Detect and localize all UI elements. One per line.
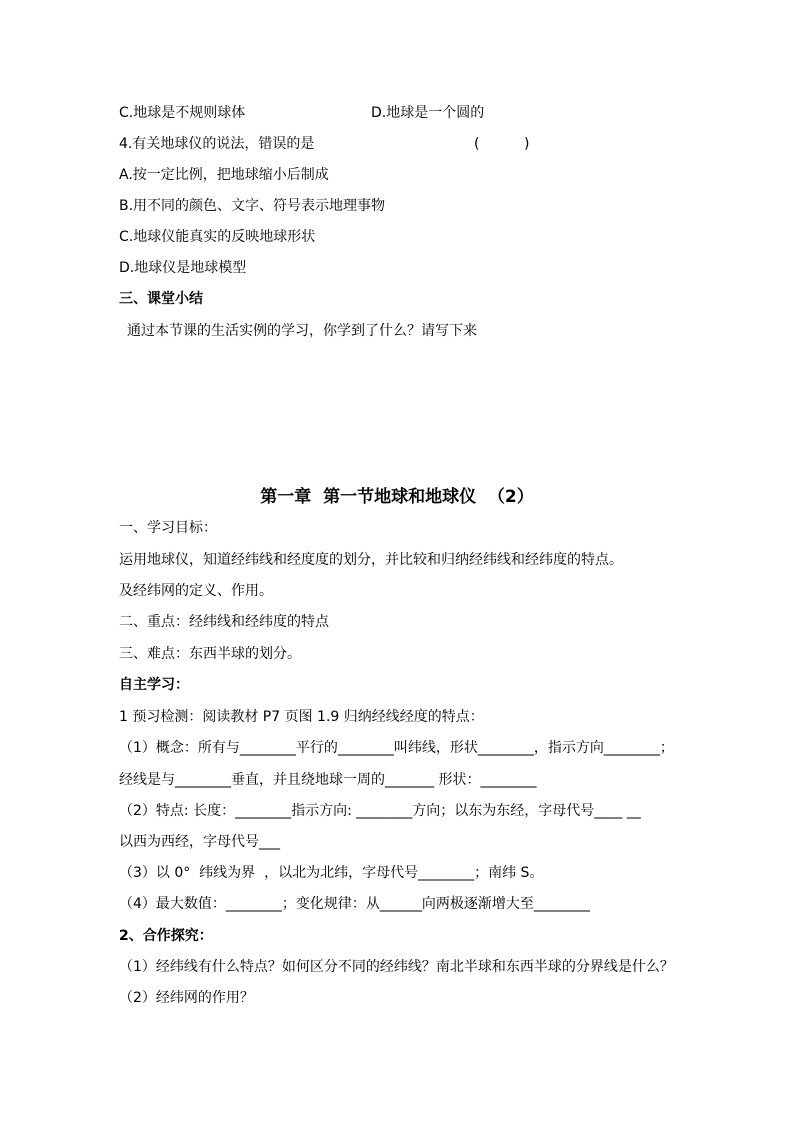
item-2-line-1: （2）特点: 长度：________指示方向: ________方向；以东为东经，字母代号____ __ (119, 803, 641, 819)
answer-parentheses: ( ) (474, 136, 530, 152)
preview-check: 1 预习检测：阅读教材 P7 页图 1.9 归纳经线经度的特点： (119, 709, 484, 725)
key-point: 二、重点：经纬线和经纬度的特点 (119, 614, 329, 630)
item-2-line-2: 以西为西经，字母代号___ (119, 834, 280, 850)
item-3: （3）以 0° 纬线为界 ，以北为北纬，字母代号________；南纬 S。 (119, 865, 544, 881)
coop-question-1: （1）经纬线有什么特点？如何区分不同的经纬线？南北半球和东西半球的分界线是什么？ (119, 959, 674, 975)
item-4: （4）最大数值：________；变化规律：从______向两极逐渐增大至________ (119, 896, 590, 912)
option-c: C.地球是不规则球体 (119, 105, 246, 121)
q4-option-a: A.按一定比例，把地球缩小后制成 (119, 167, 329, 183)
difficulty: 三、难点：东西半球的划分。 (119, 646, 301, 662)
summary-heading: 三、课堂小结 (119, 291, 203, 307)
q4-option-b: B.用不同的颜色、文字、符号表示地理事物 (119, 198, 386, 214)
self-study-heading: 自主学习： (119, 677, 189, 693)
q4-option-d: D.地球仪是地球模型 (119, 260, 247, 276)
item-1-line-2: 经线是与________垂直，并且绕地球一周的_______ 形状：________ (119, 772, 537, 788)
item-1-line-1: （1）概念：所有与________平行的________叫纬线，形状________，指示方向________； (119, 740, 674, 756)
question-4: 4.有关地球仪的说法，错误的是 (119, 136, 315, 152)
coop-heading: 2、合作探究： (119, 928, 213, 944)
summary-text: 通过本节课的生活实例的学习，你学到了什么？请写下来 (127, 323, 477, 339)
goal-heading: 一、学习目标： (119, 520, 217, 536)
q4-option-c: C.地球仪能真实的反映地球形状 (119, 229, 316, 245)
coop-question-2: （2）经纬网的作用？ (119, 990, 254, 1006)
option-d: D.地球是一个圆的 (371, 105, 485, 121)
goal-line-2: 及经纬网的定义、作用。 (119, 583, 273, 599)
goal-line-1: 运用地球仪，知道经纬线和经度度的划分，并比较和归纳经纬线和经纬度的特点。 (119, 552, 623, 568)
lesson-title: 第一章 第一节地球和地球仪 （2） (260, 487, 534, 507)
